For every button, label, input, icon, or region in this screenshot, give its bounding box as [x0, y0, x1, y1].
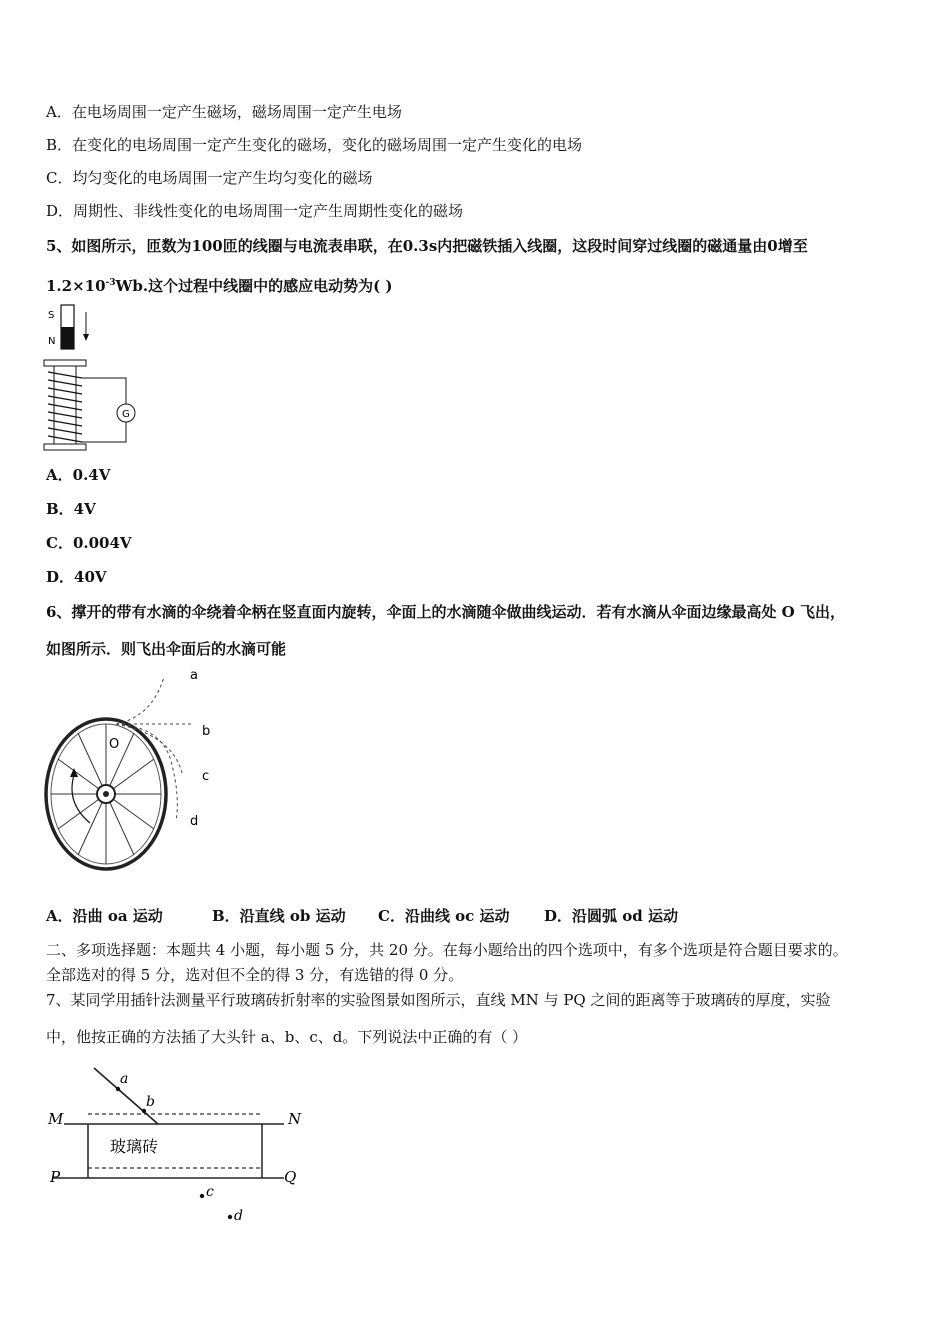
path-a-label: a — [190, 668, 198, 683]
section2-line1: 二、多项选择题：本题共 4 小题，每小题 5 分，共 20 分。在每小题给出的四个选项中，有多个选项是符合题目要求的。 — [46, 941, 848, 959]
q6-stem-line1: 6、撑开的带有水滴的伞绕着伞柄在竖直面内旋转，伞面上的水滴随伞做曲线运动．若有水滴从伞面边缘最高处 O 飞出， — [46, 603, 845, 621]
q4-option-a: A．在电场周围一定产生磁场，磁场周围一定产生电场 — [46, 103, 402, 121]
rotation-arc — [72, 775, 90, 823]
pin-c-label: c — [206, 1184, 214, 1200]
wire-bottom — [82, 422, 126, 442]
pin-a-label: a — [120, 1071, 129, 1087]
pin-b-label: b — [146, 1094, 155, 1110]
point-p-label: P — [50, 1168, 61, 1186]
umbrella-shaft — [103, 791, 109, 797]
q4-option-b: B．在变化的电场周围一定产生变化的磁场，变化的磁场周围一定产生变化的电场 — [46, 136, 583, 154]
coil-top-plate — [44, 360, 86, 366]
coil-bottom-plate — [44, 444, 86, 450]
point-o-label: O — [109, 737, 120, 752]
q5-stem-line1: 5、如图所示，匝数为100匝的线圈与电流表串联，在0.3s内把磁铁插入线圈，这段时间穿过线圈的磁通量由0增至 — [46, 237, 808, 255]
q6-option-d: D．沿圆弧 od 运动 — [544, 907, 678, 925]
magnet-n-pole — [61, 327, 74, 349]
q4-option-c: C．均匀变化的电场周围一定产生均匀变化的磁场 — [46, 169, 373, 187]
point-m-label: M — [48, 1110, 64, 1128]
glass-label: 玻璃砖 — [110, 1137, 159, 1156]
pin-a — [116, 1087, 120, 1091]
q7-stem-line1: 7、某同学用插针法测量平行玻璃砖折射率的实验图景如图所示，直线 MN 与 PQ 之间的距离等于玻璃砖的厚度，实验 — [46, 991, 831, 1009]
q6-stem-line2: 如图所示．则飞出伞面后的水滴可能 — [46, 640, 287, 658]
coil-windings — [48, 372, 82, 442]
q6-options-row — [46, 905, 678, 926]
q4-option-d: D．周期性、非线性变化的电场周围一定产生周期性变化的磁场 — [46, 202, 464, 220]
point-q-label: Q — [284, 1168, 297, 1186]
q6-option-a: A．沿曲 oa 运动 — [46, 907, 163, 925]
wire-top — [82, 378, 126, 404]
pin-c — [200, 1194, 204, 1198]
point-n-label: N — [288, 1110, 302, 1128]
q5-stem-exponent: -3 — [105, 278, 116, 288]
down-arrow-head-icon — [83, 334, 89, 341]
q6-umbrella-figure — [44, 665, 224, 877]
pin-d — [228, 1215, 232, 1219]
magnet-s-label: S — [48, 310, 55, 321]
q5-stem-rest: Wb.这个过程中线圈中的感应电动势为( ) — [115, 277, 393, 295]
q5-option-d: D．40V — [46, 568, 107, 586]
q5-coil-figure — [40, 302, 140, 454]
path-d-label: d — [190, 814, 199, 829]
q6-option-b: B．沿直线 ob 运动 — [212, 907, 346, 925]
q5-option-a: A．0.4V — [46, 466, 111, 484]
q5-option-c: C．0.004V — [46, 534, 132, 552]
q7-stem-line2: 中，他按正确的方法插了大头针 a、b、c、d。下列说法中正确的有（ ） — [46, 1028, 528, 1046]
section2-line2: 全部选对的得 5 分，选对但不全的得 3 分，有选错的得 0 分。 — [46, 966, 464, 984]
q7-glass-figure — [44, 1064, 314, 1234]
path-b-label: b — [202, 724, 211, 739]
q5-stem-line2 — [46, 273, 393, 296]
galvanometer-label: G — [122, 409, 130, 420]
pin-d-label: d — [234, 1208, 243, 1224]
magnet-n-label: N — [48, 336, 56, 347]
q5-stem-base: 1.2×10 — [46, 277, 106, 295]
q6-option-c: C．沿曲线 oc 运动 — [378, 907, 510, 925]
path-a — [116, 677, 164, 724]
path-c-label: c — [202, 769, 210, 784]
path-c — [116, 724, 182, 773]
q5-option-b: B．4V — [46, 500, 96, 518]
